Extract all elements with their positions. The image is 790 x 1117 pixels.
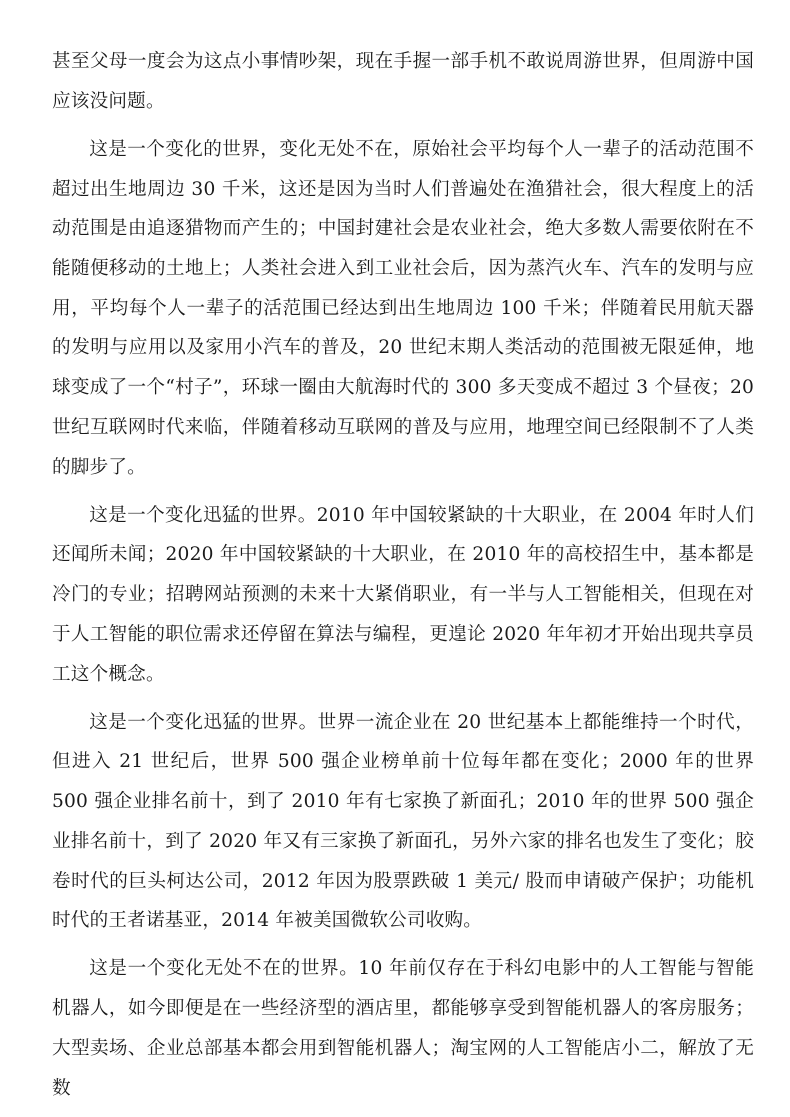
paragraph-travel-range: 这是一个变化的世界，变化无处不在，原始社会平均每个人一辈子的活动范围不超过出生地周边 30 千米，这还是因为当时人们普遍处在渔猎社会，很大程度上的活动范围是由追逐猎物而产生的；中国封建社会是农业社会，绝大多数人需要依附在不能随便移动的土地上；人类社会进入到工业社会后，因为蒸汽火车、汽车的发明与应用，平均每个人一辈子的活范围已经达到出生地周边 100 千米；伴随着民用航天器的发明与应用以及家用小汽车的普及，20 世纪末期人类活动的范围被无限延伸，地球变成了一个“村子”，环球一圈由大航海时代的 300 多天变成不超过 3 个昼夜；20 世纪互联网时代来临，伴随着移动互联网的普及与应用，地理空间已经限制不了人类的脚步了。 bbox=[52, 138, 754, 478]
paragraph-jobs: 这是一个变化迅猛的世界。2010 年中国较紧缺的十大职业，在 2004 年时人们还闻所未闻；2020 年中国较紧缺的十大职业，在 2010 年的高校招生中，基本都是冷门的专业；招聘网站预测的未来十大紧俏职业，有一半与人工智能相关，但现在对于人工智能的职位需求还停留在算法与编程，更遑论 2020 年年初才开始出现共享员工这个概念。 bbox=[52, 504, 754, 685]
paragraph-fortune-500: 这是一个变化迅猛的世界。世界一流企业在 20 世纪基本上都能维持一个时代，但进入 21 世纪后，世界 500 强企业榜单前十位每年都在变化；2000 年的世界 500 强企业排名前十，到了 2010 年有七家换了新面孔；2010 年的世界 500 强企业排名前十，到了 2020 年又有三家换了新面孔，另外六家的排名也发生了变化；胶卷时代的巨头柯达公司，2012 年因为股票跌破 1 美元/ 股而申请破产保护；功能机时代的王者诺基亚，2014 年被美国微软公司收购。 bbox=[52, 711, 754, 932]
paragraph-continuation: 甚至父母一度会为这点小事情吵架，现在手握一部手机不敢说周游世界，但周游中国应该没问题。 bbox=[52, 51, 754, 112]
paragraph-ai-robots: 这是一个变化无处不在的世界。10 年前仅存在于科幻电影中的人工智能与智能机器人，如今即便是在一些经济型的酒店里，都能够享受到智能机器人的客房服务；大型卖场、企业总部基本都会用到智能机器人；淘宝网的人工智能店小二，解放了无数 bbox=[52, 958, 754, 1099]
